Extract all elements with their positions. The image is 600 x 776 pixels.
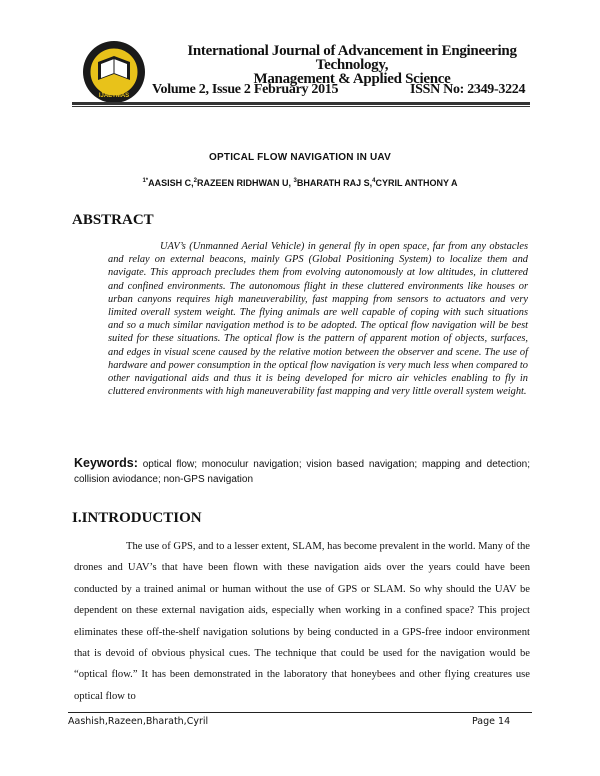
author-4: CYRIL ANTHONY A xyxy=(375,178,458,188)
introduction-body xyxy=(74,536,530,707)
footer-rule xyxy=(68,712,532,713)
volume-issue: Volume 2, Issue 2 February 2015 xyxy=(152,82,339,97)
keywords-text: optical flow; monoculur navigation; vision based navigation; mapping and detection; collision aviodance; non-GPS navigation xyxy=(74,459,530,485)
author-3: BHARATH RAJ S, xyxy=(296,178,373,188)
abstract-heading: ABSTRACT xyxy=(72,212,154,228)
journal-title xyxy=(152,44,552,86)
author-2-affiliation: 2 xyxy=(193,178,197,184)
header-rule-thin xyxy=(72,106,530,107)
journal-title-line1: International Journal of Advancement in Engineering Technology, xyxy=(187,43,517,73)
journal-logo-icon xyxy=(82,40,146,104)
paper-title: OPTICAL FLOW NAVIGATION IN UAV xyxy=(209,152,391,163)
journal-title-line2: Management & Applied Science xyxy=(253,71,451,87)
abstract-body xyxy=(108,240,528,398)
abstract-text: UAV’s (Unmanned Aerial Vehicle) in general fly in open space, far from any obstacles and relay on external beacons, mainly GPS (Global Positioning System) to localize them and navigate. This approach precludes them from evolving autonomously at low altitudes, in cluttered and confined environments. The autonomous flight in these cluttered environments like houses or urban canyons requires high maneuverability, fast mapping from sensors to actuators and very limited overall system weight. The flying animals are well capable of coping with such situations and so a much similar navigation method is to be adopted. The optical flow navigation will be best suited for these situations. The optical flow is the pattern of apparent motion of objects, surfaces, and edges in visual scene caused by the relative motion between the observer and scene. The use of hardware and power consumption in the optical flow navigation is very much less when compared to other navigational aids and thus it is being developed for micro air vehicles enabling to fly in cluttered environments with high maneuverability fast mapping and very little overall system weight. xyxy=(108,241,528,398)
issn: ISSN No: 2349-3224 xyxy=(410,82,526,97)
header-rule xyxy=(72,102,530,105)
introduction-text: The use of GPS, and to a lesser extent, SLAM, has become prevalent in the world. Many of the drones and UAV’s that have been flown with these navigation aids over the years could have been conducted by a trained animal or human without the use of GPS or SLAM. So why should the UAV be dependent on these external navigation aids, especially when working in a confined space? This project eliminates these off-the-shelf navigation solutions by being conducted in a GPS-free indoor environment that is devoid of obvious physical cues. The technique that could be used for the navigation would be “optical flow.” It has been demonstrated in the laboratory that honeybees and other flying creatures use optical flow to xyxy=(74,541,530,702)
keywords-label: Keywords: xyxy=(74,456,138,470)
author-3-affiliation: 3 xyxy=(293,178,297,184)
svg-text:IJAETMAS: IJAETMAS xyxy=(98,93,130,99)
page-number: Page 14 xyxy=(472,716,511,727)
author-1-affiliation: 1* xyxy=(142,178,149,184)
author-list xyxy=(0,178,600,188)
author-2: RAZEEN RIDHWAN U, xyxy=(196,178,294,188)
footer-authors: Aashish,Razeen,Bharath,Cyril xyxy=(68,716,209,727)
author-4-affiliation: 4 xyxy=(372,178,376,184)
author-1: AASISH C, xyxy=(148,178,194,188)
introduction-heading: I.INTRODUCTION xyxy=(72,510,202,526)
keywords xyxy=(74,456,530,487)
